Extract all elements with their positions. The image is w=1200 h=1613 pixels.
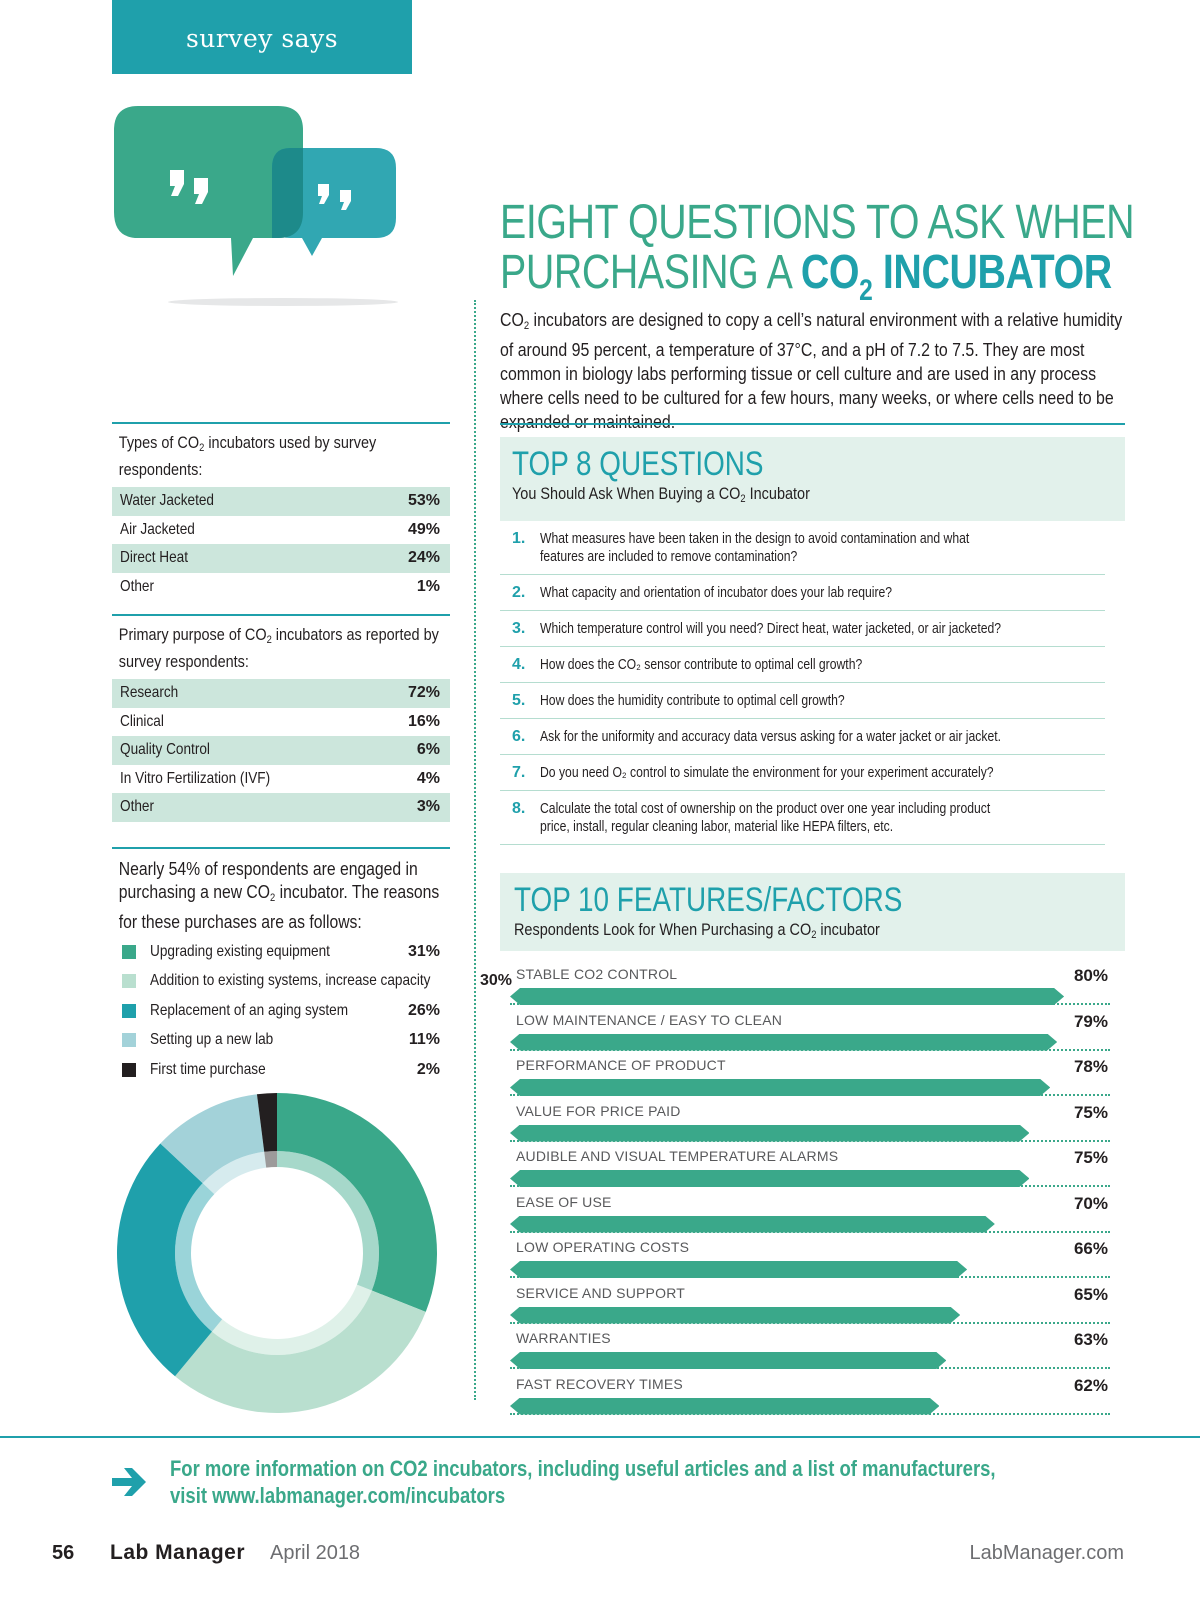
more-info-line-2[interactable]: visit www.labmanager.com/incubators xyxy=(170,1483,506,1508)
row-value: 53% xyxy=(407,492,440,510)
row-label: Direct Heat xyxy=(120,549,189,567)
bar xyxy=(510,1352,946,1369)
questions-list xyxy=(500,521,1105,845)
table-row xyxy=(112,516,450,545)
types-title-b: incubators used by survey respondents: xyxy=(118,433,377,479)
more-info-line-1: For more information on CO2 incubators, including useful articles and a list of manufacturers, xyxy=(170,1456,996,1481)
features-sub-b: incubator xyxy=(816,920,880,939)
purchase-reasons-donut-chart xyxy=(112,1088,442,1418)
questions-sub-sub: 2 xyxy=(740,493,746,505)
table-row xyxy=(112,793,450,822)
bar-category-label: SERVICE AND SUPPORT xyxy=(516,1284,685,1301)
question-text: What measures have been taken in the design to avoid contamination and what features are included to remove contamination? xyxy=(540,531,970,565)
bar-value-label: 63% xyxy=(1073,1330,1108,1349)
bar-value-label: 70% xyxy=(1073,1193,1108,1213)
table-row xyxy=(112,708,450,737)
row-value: 4% xyxy=(416,769,440,787)
legend-item xyxy=(112,967,512,997)
intro-text: incubators are designed to copy a cell’s natural environment with a relative humidity of around 95 percent, a temperature of 37°C, and a pH of 7.2 to 7.5. They are most common in biology labs performing tissue or cell culture and are used in any process where cells need to be cultured for a few hours, many weeks, or where cells need to be expanded or maintained. xyxy=(500,309,1123,432)
feature-row xyxy=(502,1326,1110,1372)
types-table xyxy=(112,422,450,601)
features-header xyxy=(500,873,1125,951)
bar-category-label: LOW OPERATING COSTS xyxy=(516,1239,690,1255)
title-co: CO xyxy=(800,246,860,299)
legend-value: 2% xyxy=(416,1060,440,1078)
purpose-title-sub: 2 xyxy=(266,634,272,646)
legend-label: Addition to existing systems, increase capacity xyxy=(150,972,431,990)
legend-label: Upgrading existing equipment xyxy=(150,942,330,960)
question-item xyxy=(500,719,1105,755)
title-sub: 2 xyxy=(859,274,873,307)
row-value: 24% xyxy=(407,549,440,567)
bar-category-label: EASE OF USE xyxy=(516,1193,612,1210)
bar-value-label: 66% xyxy=(1073,1239,1108,1258)
questions-sub-a: You Should Ask When Buying a CO xyxy=(512,484,741,503)
bar xyxy=(510,1170,1029,1187)
legend-swatch xyxy=(122,974,136,988)
reasons-list xyxy=(112,847,512,1085)
issue-date: April 2018 xyxy=(270,1542,361,1564)
question-text: How does the humidity contribute to optimal cell growth? xyxy=(540,693,845,709)
types-title-a: Types of CO xyxy=(118,433,200,452)
more-info-link[interactable] xyxy=(170,1455,1010,1509)
bar xyxy=(510,1125,1029,1142)
table-row xyxy=(112,736,450,765)
row-value: 3% xyxy=(416,798,440,816)
legend-swatch xyxy=(122,1033,136,1047)
reasons-title-sub: 2 xyxy=(270,892,276,904)
legend-label: First time purchase xyxy=(150,1060,266,1078)
question-number: 5. xyxy=(512,692,526,709)
intro-paragraph xyxy=(500,308,1136,434)
row-label: Water Jacketed xyxy=(120,492,214,510)
table-row xyxy=(112,765,450,794)
donut-slice-inner-ring xyxy=(264,1151,277,1168)
page-title xyxy=(500,196,1135,316)
feature-row xyxy=(502,1281,1110,1327)
bar-value-label: 75% xyxy=(1073,1102,1108,1122)
bar xyxy=(510,1261,967,1278)
feature-row xyxy=(502,1053,1110,1099)
bar-value-label: 75% xyxy=(1073,1148,1108,1167)
table-row xyxy=(112,679,450,708)
feature-row xyxy=(502,1190,1110,1236)
feature-row xyxy=(502,1099,1110,1145)
intro-co: CO xyxy=(500,309,524,330)
question-number: 1. xyxy=(512,530,526,547)
question-item xyxy=(500,683,1105,719)
section-tab-label: survey says xyxy=(185,24,339,53)
intro-sub: 2 xyxy=(523,320,530,332)
title-line-1: EIGHT QUESTIONS TO ASK WHEN xyxy=(500,196,1135,249)
title-prefix: PURCHASING A xyxy=(500,246,801,299)
question-item xyxy=(500,611,1105,647)
table-row xyxy=(112,487,450,516)
feature-row xyxy=(502,1372,1110,1418)
legend-item xyxy=(112,937,450,967)
row-value: 49% xyxy=(407,520,440,538)
question-number: 7. xyxy=(512,764,526,781)
legend-value: 26% xyxy=(407,1001,440,1019)
table-row xyxy=(112,573,450,602)
section-tab xyxy=(112,0,412,74)
reasons-title-a: Nearly 54% of respondents are engaged in purchasing a new CO xyxy=(118,858,418,902)
row-value: 72% xyxy=(407,684,440,702)
questions-heading: TOP 8 QUESTIONS xyxy=(512,445,764,483)
legend-item xyxy=(112,996,450,1026)
legend-swatch xyxy=(122,1004,136,1018)
feature-row xyxy=(502,1144,1110,1190)
types-table-title xyxy=(112,424,448,487)
purpose-table xyxy=(112,614,450,822)
features-sub-a: Respondents Look for When Purchasing a CO xyxy=(514,920,812,939)
bar-category-label: VALUE FOR PRICE PAID xyxy=(516,1102,681,1119)
question-item xyxy=(500,791,1105,845)
bar-category-label: STABLE CO2 CONTROL xyxy=(516,966,678,982)
questions-subheading xyxy=(512,483,1023,510)
row-label: Other xyxy=(120,577,155,595)
purpose-title-a: Primary purpose of CO xyxy=(118,625,267,644)
legend-value: 31% xyxy=(407,942,440,960)
question-number: 3. xyxy=(512,620,526,637)
questions-sub-b: Incubator xyxy=(745,484,810,503)
bar-value-label: 62% xyxy=(1073,1375,1108,1395)
purpose-title-b: incubators as reported by survey respondents: xyxy=(118,625,439,671)
bar-category-label: AUDIBLE AND VISUAL TEMPERATURE ALARMS xyxy=(516,1148,839,1164)
row-value: 1% xyxy=(416,577,440,595)
bar-category-label: LOW MAINTENANCE / EASY TO CLEAN xyxy=(516,1011,783,1028)
title-incubator: INCUBATOR xyxy=(872,246,1112,299)
question-item xyxy=(500,647,1105,683)
legend-swatch xyxy=(122,1063,136,1077)
bar xyxy=(510,1216,995,1233)
legend-swatch xyxy=(122,945,136,959)
question-text: What capacity and orientation of incubator does your lab require? xyxy=(540,585,893,601)
question-item xyxy=(500,575,1105,611)
question-item xyxy=(500,755,1105,791)
bar-category-label: PERFORMANCE OF PRODUCT xyxy=(516,1057,726,1073)
feature-row xyxy=(502,1008,1110,1054)
bar xyxy=(510,1079,1050,1096)
legend-value: 30% xyxy=(479,972,512,990)
column-divider xyxy=(474,300,476,1400)
features-sub-sub: 2 xyxy=(811,929,817,941)
speech-bubbles-icon xyxy=(108,100,408,320)
question-text: Calculate the total cost of ownership on the product over one year including product price, install, regular cleaning labor, material like HEPA filters, etc. xyxy=(540,801,991,835)
feature-row xyxy=(502,1235,1110,1281)
row-label: Air Jacketed xyxy=(120,520,195,538)
row-label: In Vitro Fertilization (IVF) xyxy=(120,769,271,787)
arrow-right-icon xyxy=(110,1462,150,1502)
question-item xyxy=(500,521,1105,575)
top-questions-panel xyxy=(500,423,1125,845)
bar xyxy=(510,1034,1057,1051)
row-label: Quality Control xyxy=(120,741,210,759)
legend-item xyxy=(112,1055,450,1085)
bar xyxy=(510,988,1064,1005)
legend-item xyxy=(112,1026,450,1056)
row-value: 16% xyxy=(407,712,440,730)
questions-header xyxy=(500,437,1125,521)
legend-value: 11% xyxy=(408,1031,440,1049)
bar xyxy=(510,1398,939,1415)
question-number: 6. xyxy=(512,728,526,745)
row-label: Clinical xyxy=(120,712,164,730)
row-label: Research xyxy=(120,684,179,702)
table-row xyxy=(112,544,450,573)
question-text: Which temperature control will you need? Direct heat, water jacketed, or air jacketed? xyxy=(540,621,1002,637)
bar-category-label: WARRANTIES xyxy=(516,1330,611,1346)
bar-category-label: FAST RECOVERY TIMES xyxy=(516,1375,683,1392)
page-number: 56 xyxy=(52,1542,75,1564)
question-number: 4. xyxy=(512,656,526,673)
bar-value-label: 79% xyxy=(1073,1011,1108,1031)
legend-label: Replacement of an aging system xyxy=(150,1001,349,1019)
reasons-title xyxy=(112,849,448,937)
question-number: 2. xyxy=(512,584,526,601)
row-value: 6% xyxy=(416,741,440,759)
feature-row xyxy=(502,962,1110,1008)
row-label: Other xyxy=(120,798,155,816)
bar-value-label: 78% xyxy=(1073,1057,1108,1076)
magazine-name: Lab Manager xyxy=(110,1541,246,1564)
types-title-sub: 2 xyxy=(199,442,205,454)
legend-label: Setting up a new lab xyxy=(150,1031,274,1049)
question-number: 8. xyxy=(512,800,526,817)
question-text: Do you need O₂ control to simulate the environment for your experiment accurately? xyxy=(540,765,994,781)
features-subheading xyxy=(514,919,1021,946)
bar xyxy=(510,1307,960,1324)
question-text: Ask for the uniformity and accuracy data versus asking for a water jacket or air jacket. xyxy=(540,729,1002,745)
footer-divider xyxy=(0,1436,1200,1438)
site-url: LabManager.com xyxy=(969,1542,1124,1564)
purpose-table-title xyxy=(112,616,448,679)
features-heading: TOP 10 FEATURES/FACTORS xyxy=(514,881,903,919)
reasons-title-b: incubator. The reasons for these purchases are as follows: xyxy=(118,881,440,932)
features-bar-chart xyxy=(502,962,1110,1417)
bar-value-label: 65% xyxy=(1073,1284,1108,1304)
title-line-2 xyxy=(500,246,1112,316)
question-text: How does the CO₂ sensor contribute to optimal cell growth? xyxy=(540,657,863,673)
bar-value-label: 80% xyxy=(1073,966,1108,985)
